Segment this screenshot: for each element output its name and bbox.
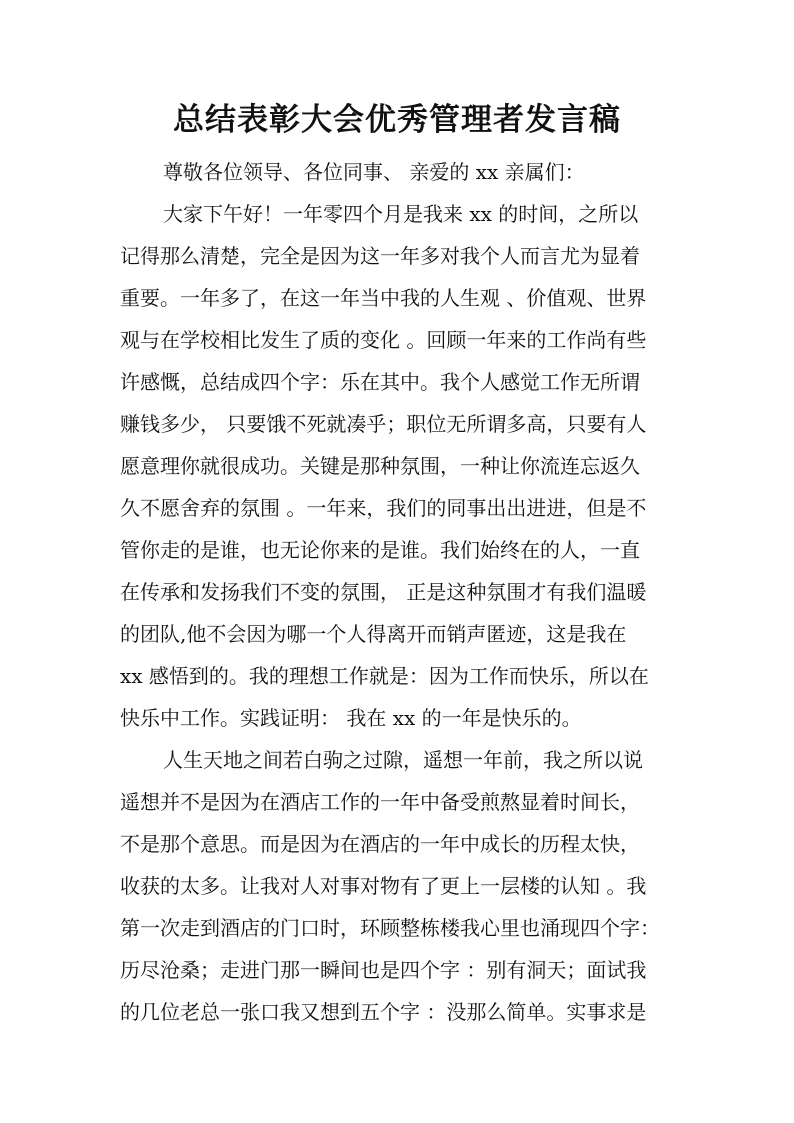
body-line: 遥想并不是因为在酒店工作的一年中备受煎熬显着时间长， [120, 790, 640, 814]
body-line: 许感慨，总结成四个字：乐在其中。我个人感觉工作无所谓 [120, 370, 640, 394]
body-line: 大家下午好！一年零四个月是我来 xx 的时间，之所以 [163, 202, 639, 226]
body-line: 观与在学校相比发生了质的变化 。回顾一年来的工作尚有些 [120, 328, 647, 352]
body-line: 的团队,他不会因为哪一个人得离开而销声匿迹，这是我在 [120, 622, 627, 646]
body-line: 记得那么清楚，完全是因为这一年多对我个人而言尤为显着 [120, 244, 640, 268]
body-line: 人生天地之间若白驹之过隙，遥想一年前，我之所以说 [163, 748, 643, 772]
body-line: 历尽沧桑；走进门那一瞬间也是四个字 ：别有洞天；面试我 [120, 958, 647, 982]
body-line: 在传承和发扬我们不变的氛围， 正是这种氛围才有我们温暖 [120, 580, 647, 604]
body-line: 收获的太多。让我对人对事对物有了更上一层楼的认知 。我 [120, 874, 647, 898]
body-line: 愿意理你就很成功。关键是那种氛围，一种让你流连忘返久 [120, 454, 640, 478]
salutation-line: 尊敬各位领导、各位同事、 亲爱的 xx 亲属们： [163, 160, 585, 184]
body-line: 重要。一年多了，在这一年当中我的人生观 、价值观、世界 [120, 286, 647, 310]
body-line: 久不愿舍弃的氛围 。一年来，我们的同事出出进进，但是不 [120, 496, 647, 520]
body-line: 赚钱多少， 只要饿不死就凑乎；职位无所谓多高，只要有人 [120, 412, 647, 436]
body-line: 第一次走到酒店的门口时，环顾整栋楼我心里也涌现四个字： [120, 916, 660, 940]
document-title: 总结表彰大会优秀管理者发言稿 [173, 102, 621, 138]
body-line: xx 感悟到的。我的理想工作就是：因为工作而快乐，所以在 [120, 664, 649, 688]
body-line: 的几位老总一张口我又想到五个字 ：没那么简单。实事求是 [120, 1000, 647, 1024]
body-line: 管你走的是谁，也无论你来的是谁。我们始终在的人，一直 [120, 538, 640, 562]
body-line: 不是那个意思。而是因为在酒店的一年中成长的历程太快， [120, 832, 640, 856]
body-line: 快乐中工作。实践证明： 我在 xx 的一年是快乐的。 [120, 706, 582, 730]
